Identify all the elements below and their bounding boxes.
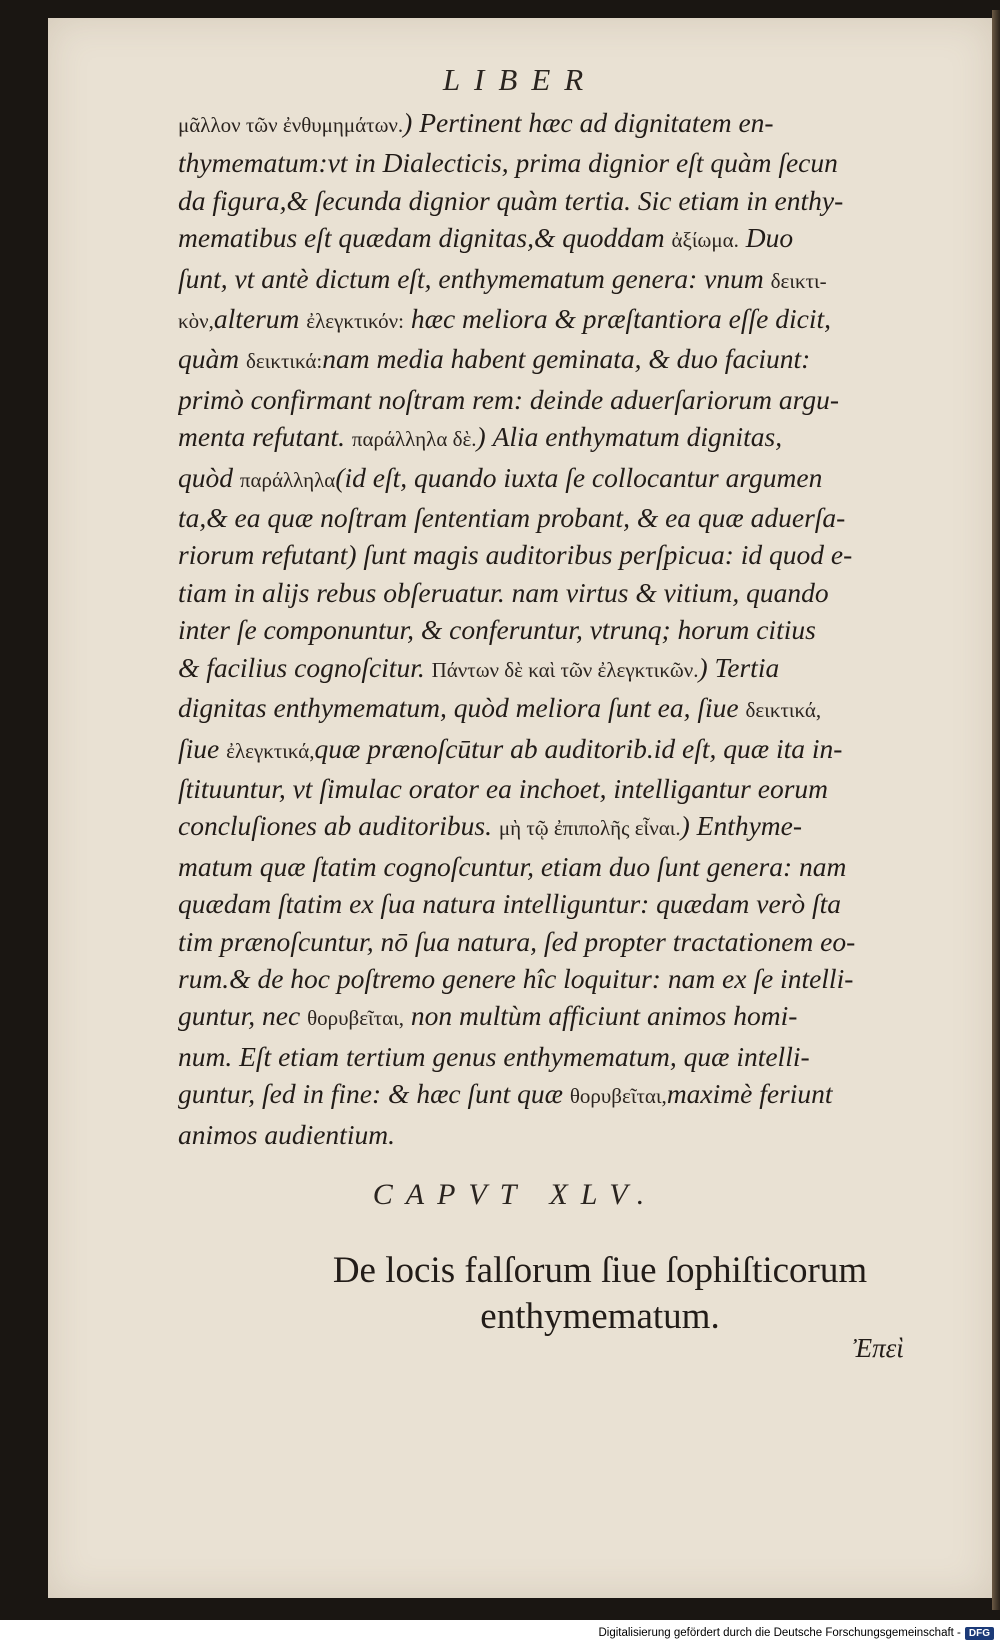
chapter-title xyxy=(250,1248,950,1340)
latin-phrase: quædam ſtatim ex ſua natura intelliguntur: quædam verò ſta xyxy=(178,888,842,920)
text-line xyxy=(178,219,926,259)
body-text xyxy=(178,104,926,1153)
latin-phrase: ſiue xyxy=(178,732,227,764)
latin-phrase: maximè feriunt xyxy=(666,1078,833,1110)
text-line xyxy=(178,689,926,729)
greek-phrase: ἐλεγκτικά, xyxy=(226,738,315,763)
latin-phrase: quàm xyxy=(178,343,246,375)
greek-phrase: δεικτικά: xyxy=(246,349,323,374)
latin-phrase: ) Enthyme- xyxy=(680,810,803,842)
text-line xyxy=(178,649,926,689)
greek-phrase: θορυβεῖται, xyxy=(569,1084,667,1109)
text-line xyxy=(178,923,926,960)
latin-phrase: animos audientium. xyxy=(178,1118,395,1150)
latin-phrase: non multùm afficiunt animos homi- xyxy=(404,1000,798,1032)
text-line xyxy=(178,418,926,458)
latin-phrase: ) Alia enthymatum dignitas, xyxy=(476,421,783,453)
greek-phrase: δεικτικά, xyxy=(745,698,822,723)
latin-phrase: rum.& de hoc poſtremo genere hîc loquitur: nam ex ſe intelli- xyxy=(178,962,854,994)
latin-phrase: guntur, nec xyxy=(178,1000,308,1032)
text-line xyxy=(178,144,926,181)
text-line xyxy=(178,997,926,1037)
text-line xyxy=(178,459,926,499)
text-line xyxy=(178,730,926,770)
greek-phrase: ἀξίωμα. xyxy=(671,228,739,253)
footer-text: Digitalisierung gefördert durch die Deutsche Forschungsgemeinschaft - xyxy=(598,1627,961,1639)
greek-phrase: μᾶλλον τῶν ἐνθυμημάτων. xyxy=(178,113,404,137)
latin-phrase: alterum xyxy=(213,303,307,335)
latin-phrase: matum quæ ſtatim cognoſcuntur, etiam duo ſunt genera: nam xyxy=(178,850,847,882)
latin-phrase: tiam in alijs rebus obſeruatur. nam virtus & vitium, quando xyxy=(178,576,829,608)
text-line xyxy=(178,1116,926,1153)
latin-phrase: menta refutant. xyxy=(178,421,352,453)
latin-phrase: Duo xyxy=(738,222,794,254)
latin-phrase: primò confirmant noſtram rem: deinde aduerſariorum argu- xyxy=(178,383,839,415)
text-line xyxy=(178,340,926,380)
latin-phrase: quòd xyxy=(178,461,240,493)
latin-phrase: hæc meliora & præſtantiora eſſe dicit, xyxy=(404,303,831,335)
greek-phrase: Πάντων δὲ καὶ τῶν ἐλεγκτικῶν. xyxy=(431,657,699,682)
greek-phrase: ἐλεγκτικόν: xyxy=(306,309,404,334)
latin-phrase: quæ prænoſcūtur ab auditorib.id eſt, quæ ita in- xyxy=(314,732,843,764)
latin-phrase: & facilius cognoſcitur. xyxy=(178,651,432,683)
latin-phrase: da figura,& ſecunda dignior quàm tertia. Sic etiam in enthy- xyxy=(178,184,844,216)
greek-phrase: παράλληλα xyxy=(239,467,336,492)
latin-phrase: ſtituuntur, vt ſimulac orator ea inchoet, intelligantur eorum xyxy=(178,772,829,804)
catchword: Ἐπεὶ xyxy=(853,1333,904,1363)
text-line xyxy=(178,770,926,807)
latin-phrase: ) Pertinent hæc ad dignitatem en- xyxy=(403,107,774,138)
text-line xyxy=(178,260,926,300)
latin-phrase: concluſiones ab auditoribus. xyxy=(178,810,499,842)
greek-phrase: μὴ τῷ ἐπιπολῆς εἶναι. xyxy=(498,816,681,841)
chapter-heading: CAPVT XLV. xyxy=(372,1178,658,1211)
latin-phrase: tim prænoſcuntur, nō ſua natura, ſed propter tractationem eo- xyxy=(178,925,856,957)
page-edge xyxy=(992,10,1000,1610)
latin-phrase: riorum refutant) ſunt magis auditoribus perſpicua: id quod e- xyxy=(178,539,853,571)
text-line xyxy=(178,536,926,573)
running-header: LIBER xyxy=(442,62,598,97)
text-line xyxy=(178,885,926,922)
latin-phrase: ) Tertia xyxy=(698,651,780,683)
text-line xyxy=(178,104,926,144)
dfg-logo: DFG xyxy=(965,1627,994,1640)
latin-phrase: nam media habent geminata, & duo faciunt: xyxy=(322,343,811,375)
greek-phrase: θορυβεῖται, xyxy=(307,1006,405,1031)
greek-phrase: δεικτι- xyxy=(770,268,827,293)
latin-phrase: dignitas enthymematum, quòd meliora ſunt ea, ſiue xyxy=(178,692,746,724)
latin-phrase: ta,& ea quæ noſtram ſententiam probant, & ea quæ aduerſa- xyxy=(178,502,846,534)
latin-phrase: ſunt, vt antè dictum eſt, enthymematum genera: vnum xyxy=(178,262,771,294)
text-line xyxy=(178,848,926,885)
latin-phrase: mematibus eſt quædam dignitas,& quoddam xyxy=(178,222,672,254)
latin-phrase: guntur, ſed in fine: & hæc ſunt quæ xyxy=(178,1078,570,1110)
text-line xyxy=(178,960,926,997)
text-line xyxy=(178,807,926,847)
latin-phrase: num. Eſt etiam tertium genus enthymematum, quæ intelli- xyxy=(178,1040,810,1072)
text-line xyxy=(178,300,926,340)
text-line xyxy=(178,611,926,648)
greek-phrase: κὸν, xyxy=(178,309,214,334)
greek-phrase: παράλληλα δὲ. xyxy=(351,427,477,452)
chapter-title-line-2: enthymematum. xyxy=(480,1296,720,1337)
text-line xyxy=(178,381,926,418)
text-line xyxy=(178,182,926,219)
latin-phrase: thymematum:vt in Dialecticis, prima dignior eſt quàm ſecun xyxy=(178,147,838,179)
chapter-title-line-1: De locis falſorum ſiue ſophiſticorum xyxy=(332,1250,868,1291)
text-line xyxy=(178,499,926,536)
latin-phrase: inter ſe componuntur, & conferuntur, vtrunq; horum citius xyxy=(178,614,816,646)
text-line xyxy=(178,574,926,611)
text-line xyxy=(178,1075,926,1115)
footer xyxy=(598,1624,994,1642)
latin-phrase: (id eſt, quando iuxta ſe collocantur argumen xyxy=(335,461,823,493)
text-line xyxy=(178,1038,926,1075)
